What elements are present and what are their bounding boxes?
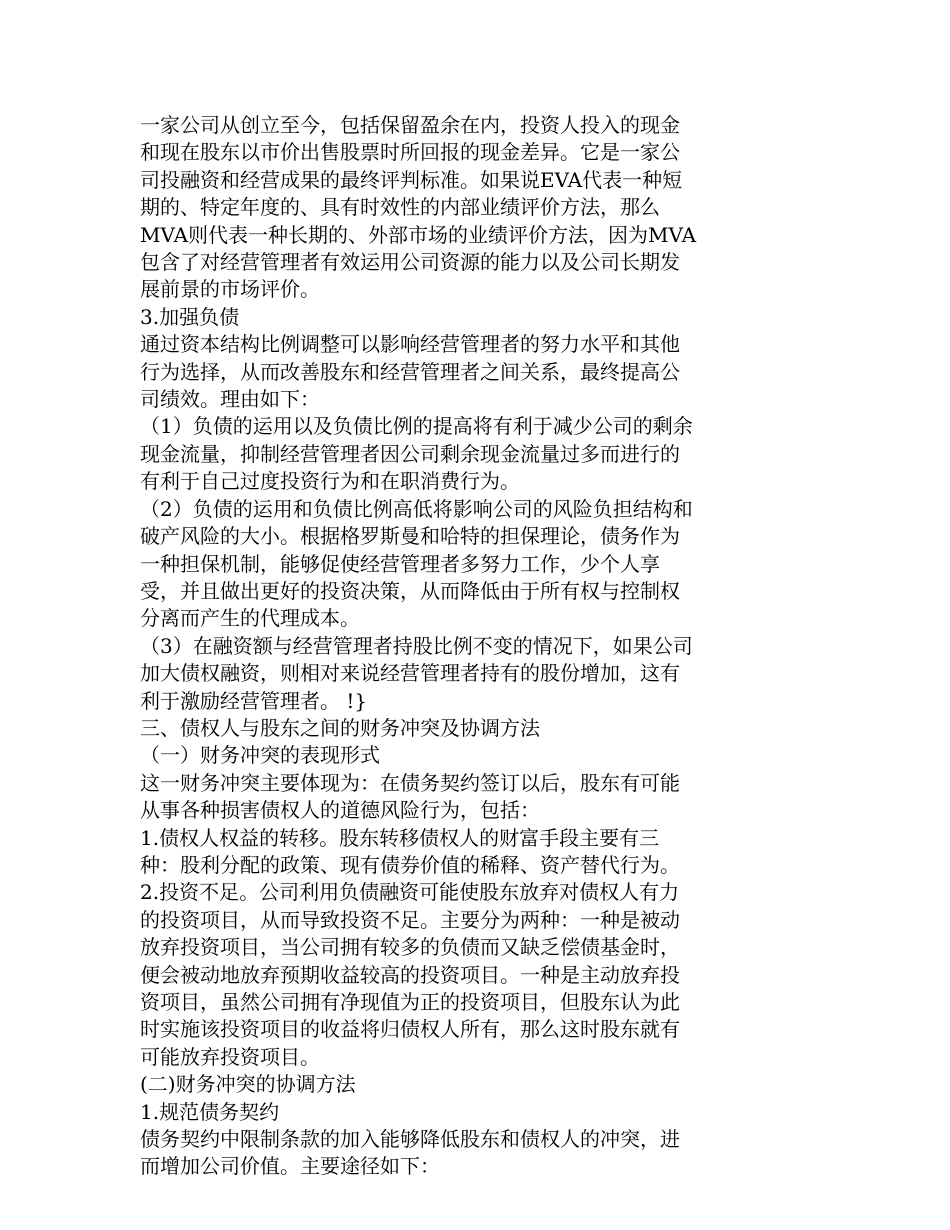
paragraph-restrictive-covenants <box>140 1126 745 1181</box>
text-line: 资项目，虽然公司拥有净现值为正的投资项目，但股东认为此 <box>140 990 680 1014</box>
text-line: 这一财务冲突主要体现为：在债务契约签订以后，股东有可能 <box>140 770 680 795</box>
text-line: 受，并且做出更好的投资决策，从而降低由于所有权与控制权 <box>140 578 680 603</box>
text-line: 从事各种损害债权人的道德风险行为，包括： <box>140 798 540 823</box>
text-line: 司绩效。理由如下： <box>140 387 320 412</box>
heading-debt-contract <box>140 1099 745 1126</box>
paragraph-capital-structure <box>140 331 745 413</box>
subsection-heading-coordination <box>140 1071 745 1098</box>
text-line: 放弃投资项目，当公司拥有较多的负债而又缺乏偿债基金时， <box>140 935 680 960</box>
text-line: （2）负债的运用和负债比例高低将影响公司的风险负担结构和 <box>140 496 693 521</box>
list-item-reason-2 <box>140 496 745 633</box>
text-line: 通过资本结构比例调整可以影响经营管理者的努力水平和其他 <box>140 332 680 357</box>
list-item-underinvestment <box>140 879 745 1071</box>
document-body <box>140 112 745 1181</box>
paragraph-mva-definition <box>140 112 745 304</box>
text-line: 而增加公司价值。主要途径如下： <box>140 1154 440 1179</box>
text-line: 和现在股东以市价出售股票时所回报的现金差异。它是一家公 <box>140 140 680 165</box>
text-line: (二)财务冲突的协调方法 <box>140 1072 356 1097</box>
text-line: 包含了对经营管理者有效运用公司资源的能力以及公司长期发 <box>140 250 680 275</box>
text-line: 3.加强负债 <box>140 304 240 329</box>
text-line: 一种担保机制，能够促使经营管理者多努力工作，少个人享 <box>140 551 660 576</box>
list-item-reason-3 <box>140 633 745 715</box>
section-heading-creditor-conflict <box>140 715 745 742</box>
text-line: 现金流量，抑制经营管理者因公司剩余现金流量过多而进行的 <box>140 441 680 466</box>
text-line: 2.投资不足。公司利用负债融资可能使股东放弃对债权人有力 <box>140 880 680 905</box>
list-item-rights-transfer <box>140 825 745 880</box>
text-line: 期的、特定年度的、具有时效性的内部业绩评价方法，那么 <box>140 195 660 220</box>
subsection-heading-forms <box>140 742 745 769</box>
text-line: （1）负债的运用以及负债比例的提高将有利于减少公司的剩余 <box>140 414 693 439</box>
text-line: 分离而产生的代理成本。 <box>140 606 360 631</box>
text-line: 种：股利分配的政策、现有债券价值的稀释、资产替代行为。 <box>140 852 680 877</box>
text-line: 司投融资和经营成果的最终评判标准。如果说EVA代表一种短 <box>140 167 683 192</box>
text-line: 加大债权融资，则相对来说经营管理者持有的股份增加，这有 <box>140 661 680 686</box>
text-line: 破产风险的大小。根据格罗斯曼和哈特的担保理论，债务作为 <box>140 524 680 549</box>
text-line: （3）在融资额与经营管理者持股比例不变的情况下，如果公司 <box>140 633 693 658</box>
list-item-reason-1 <box>140 413 745 495</box>
text-line: 展前景的市场评价。 <box>140 277 320 302</box>
text-line: （一）财务冲突的表现形式 <box>140 743 380 768</box>
text-line: 三、债权人与股东之间的财务冲突及协调方法 <box>140 715 540 740</box>
heading-strengthen-debt <box>140 304 745 331</box>
text-line: 的投资项目，从而导致投资不足。主要分为两种：一种是被动 <box>140 907 680 932</box>
text-line: 一家公司从创立至今，包括保留盈余在内，投资人投入的现金 <box>140 113 680 137</box>
text-line: 利于激励经营管理者。 !} <box>140 688 368 713</box>
text-line: 时实施该投资项目的收益将归债权人所有，那么这时股东就有 <box>140 1017 680 1042</box>
text-line: 1.债权人权益的转移。股东转移债权人的财富手段主要有三 <box>140 825 660 850</box>
text-line: 可能放弃投资项目。 <box>140 1044 320 1069</box>
text-line: 债务契约中限制条款的加入能够降低股东和债权人的冲突，进 <box>140 1127 680 1152</box>
text-line: 有利于自己过度投资行为和在职消费行为。 <box>140 469 520 494</box>
paragraph-moral-hazard <box>140 770 745 825</box>
text-line: 行为选择，从而改善股东和经营管理者之间关系，最终提高公 <box>140 359 680 384</box>
text-line: 1.规范债务契约 <box>140 1099 280 1124</box>
text-line: MVA则代表一种长期的、外部市场的业绩评价方法，因为MVA <box>140 222 697 247</box>
text-line: 便会被动地放弃预期收益较高的投资项目。一种是主动放弃投 <box>140 962 680 987</box>
